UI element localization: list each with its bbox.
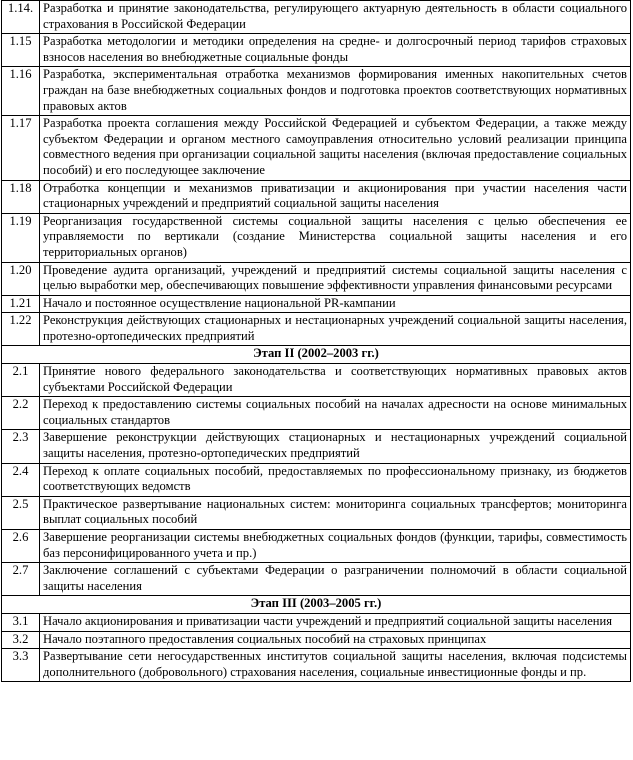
item-number: 1.18 <box>2 180 40 213</box>
item-description: Развертывание сети негосударственных институтов социальной защиты населения, включая подсистемы дополнительного (добровольного) страхования населения, социальные инвестиционные фонды и пр. <box>40 649 631 682</box>
item-number: 1.14. <box>2 1 40 34</box>
item-number: 3.2 <box>2 631 40 649</box>
item-description: Завершение реконструкции действующих стационарных и нестационарных учреждений социальной защиты населения, протезно-ортопедических предприятий <box>40 430 631 463</box>
table-row <box>2 496 631 529</box>
stage-heading: Этап III (2003–2005 гг.) <box>2 596 631 614</box>
item-description: Разработка, экспериментальная отработка механизмов формирования именных накопительных счетов граждан на базе внебюджетных социальных фондов и подготовка проектов соответствующих нормативных правовых актов <box>40 67 631 116</box>
stage-header-row <box>2 346 631 364</box>
item-description: Проведение аудита организаций, учреждений и предприятий системы социальной защиты населения с целью выработки мер, обеспечивающих повышение эффективности управления финансовыми ресурсами <box>40 262 631 295</box>
item-number: 1.22 <box>2 313 40 346</box>
table-row <box>2 364 631 397</box>
item-number: 2.1 <box>2 364 40 397</box>
item-number: 1.15 <box>2 34 40 67</box>
item-description: Реконструкция действующих стационарных и нестационарных учреждений социальной защиты населения, протезно-ортопедических предприятий <box>40 313 631 346</box>
table-row <box>2 631 631 649</box>
table-row <box>2 180 631 213</box>
table-row <box>2 530 631 563</box>
table-row <box>2 563 631 596</box>
table-row <box>2 262 631 295</box>
item-description: Реорганизация государственной системы социальной защиты населения с целью обеспечения ее управляемости по вертикали (создание Министерства социальной защиты населения и его территориальных органов) <box>40 213 631 262</box>
item-number: 1.16 <box>2 67 40 116</box>
table-row <box>2 397 631 430</box>
item-number: 2.6 <box>2 530 40 563</box>
item-number: 2.7 <box>2 563 40 596</box>
item-description: Принятие нового федерального законодательства и соответствующих нормативных правовых актов субъектами Российской Федерации <box>40 364 631 397</box>
item-number: 1.17 <box>2 116 40 180</box>
item-description: Отработка концепции и механизмов приватизации и акционирования при участии населения части стационарных учреждений и предприятий социальной защиты населения <box>40 180 631 213</box>
table-row <box>2 295 631 313</box>
item-description: Переход к предоставлению системы социальных пособий на началах адресности на основе минимальных социальных стандартов <box>40 397 631 430</box>
table-row <box>2 67 631 116</box>
item-number: 2.5 <box>2 496 40 529</box>
item-number: 2.2 <box>2 397 40 430</box>
item-number: 2.4 <box>2 463 40 496</box>
table-row <box>2 1 631 34</box>
item-description: Начало и постоянное осуществление национальной PR-кампании <box>40 295 631 313</box>
item-number: 1.21 <box>2 295 40 313</box>
item-description: Практическое развертывание национальных систем: мониторинга социальных трансфертов; мониторинга выплат социальных пособий <box>40 496 631 529</box>
stage-header-row <box>2 596 631 614</box>
item-number: 3.3 <box>2 649 40 682</box>
item-description: Разработка и принятие законодательства, регулирующего актуарную деятельность в области социального страхования в Российской Федерации <box>40 1 631 34</box>
measures-table-body <box>2 1 631 682</box>
table-row <box>2 613 631 631</box>
item-description: Заключение соглашений с субъектами Федерации о разграничении полномочий в области социальной защиты населения <box>40 563 631 596</box>
item-description: Переход к оплате социальных пособий, предоставляемых по профессиональному признаку, из бюджетов соответствующих ведомств <box>40 463 631 496</box>
table-row <box>2 313 631 346</box>
table-row <box>2 649 631 682</box>
item-number: 2.3 <box>2 430 40 463</box>
table-row <box>2 34 631 67</box>
item-description: Начало поэтапного предоставления социальных пособий на страховых принципах <box>40 631 631 649</box>
table-row <box>2 213 631 262</box>
table-row <box>2 463 631 496</box>
table-row <box>2 116 631 180</box>
item-description: Разработка проекта соглашения между Российской Федерацией и субъектом Федерации, а также между субъектом Федерации и органом местного самоуправления относительно условий реализации принципа совместного ведения при организации социальной защиты населения (включая предоставление социальных пособий) и его последующее заключение <box>40 116 631 180</box>
item-description: Начало акционирования и приватизации части учреждений и предприятий социальной защиты населения <box>40 613 631 631</box>
measures-table <box>1 0 631 682</box>
item-number: 1.19 <box>2 213 40 262</box>
item-number: 1.20 <box>2 262 40 295</box>
stage-heading: Этап II (2002–2003 гг.) <box>2 346 631 364</box>
table-row <box>2 430 631 463</box>
item-description: Завершение реорганизации системы внебюджетных социальных фондов (функции, тарифы, совместимость баз персонифицированного учета и пр.) <box>40 530 631 563</box>
item-number: 3.1 <box>2 613 40 631</box>
item-description: Разработка методологии и методики определения на средне- и долгосрочный период тарифов страховых взносов населения во внебюджетные социальные фонды <box>40 34 631 67</box>
